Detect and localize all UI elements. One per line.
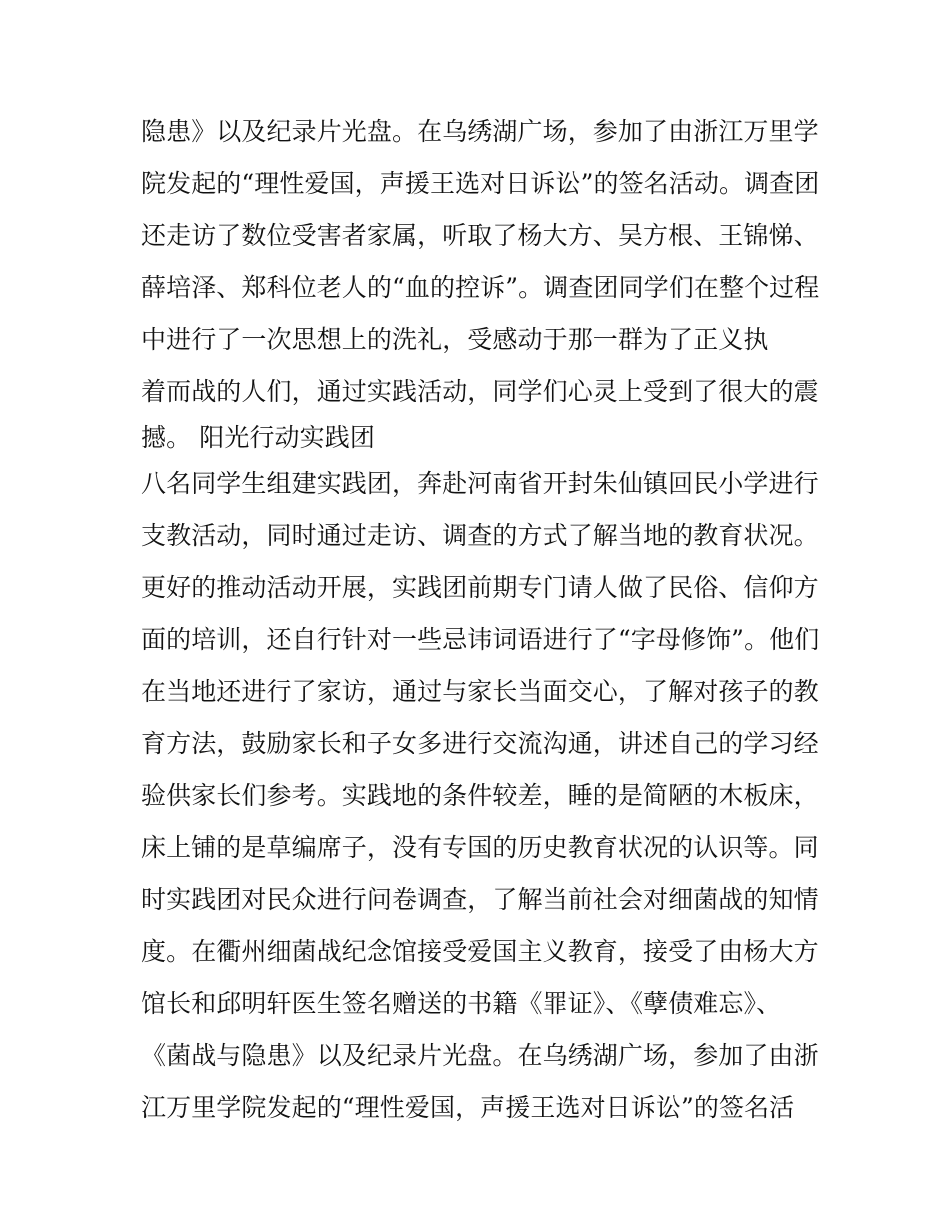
text-line: 验供家长们参考。实践地的条件较差，睡的是简陋的木板床， — [141, 781, 819, 810]
text-line: 《菌战与隐患》以及纪录片光盘。在乌绣湖广场，参加了由浙 — [141, 1041, 819, 1070]
text-line: 八名同学生组建实践团，奔赴河南省开封朱仙镇回民小学进行 — [141, 469, 819, 498]
text-line: 江万里学院发起的“理性爱国，声援王选对日诉讼”的签名活 — [141, 1093, 795, 1122]
text-line: 面的培训，还自行针对一些忌讳词语进行了“字母修饰”。他们 — [141, 625, 820, 654]
text-line: 还走访了数位受害者家属，听取了杨大方、吴方根、王锦悌、 — [141, 221, 819, 250]
text-line: 更好的推动活动开展，实践团前期专门请人做了民俗、信仰方 — [141, 573, 819, 602]
text-line: 薛培泽、郑科位老人的“血的控诉”。调查团同学们在整个过程 — [141, 273, 820, 302]
text-line: 着而战的人们，通过实践活动，同学们心灵上受到了很大的震 — [141, 377, 819, 406]
text-line: 支教活动，同时通过走访、调查的方式了解当地的教育状况。 — [141, 521, 819, 550]
text-line: 育方法，鼓励家长和子女多进行交流沟通，讲述自己的学习经 — [141, 729, 819, 758]
text-line: 床上铺的是草编席子，没有专国的历史教育状况的认识等。同 — [141, 833, 819, 862]
section-heading-line: 撼。 阳光行动实践团 — [141, 423, 375, 452]
document-body — [141, 106, 821, 1134]
text-line: 时实践团对民众进行问卷调查，了解当前社会对细菌战的知情 — [141, 885, 819, 914]
text-line: 馆长和邱明轩医生签名赠送的书籍《罪证》、《孽债难忘》、 — [141, 989, 782, 1018]
text-line: 在当地还进行了家访，通过与家长当面交心，了解对孩子的教 — [141, 677, 819, 706]
text-line: 院发起的“理性爱国，声援王选对日诉讼”的签名活动。调查团 — [141, 169, 820, 198]
text-line: 中进行了一次思想上的洗礼，受感动于那一群为了正义执 — [141, 325, 769, 354]
text-line: 度。在衢州细菌战纪念馆接受爱国主义教育，接受了由杨大方 — [141, 937, 819, 966]
text-line: 隐患》以及纪录片光盘。在乌绣湖广场，参加了由浙江万里学 — [141, 117, 819, 146]
